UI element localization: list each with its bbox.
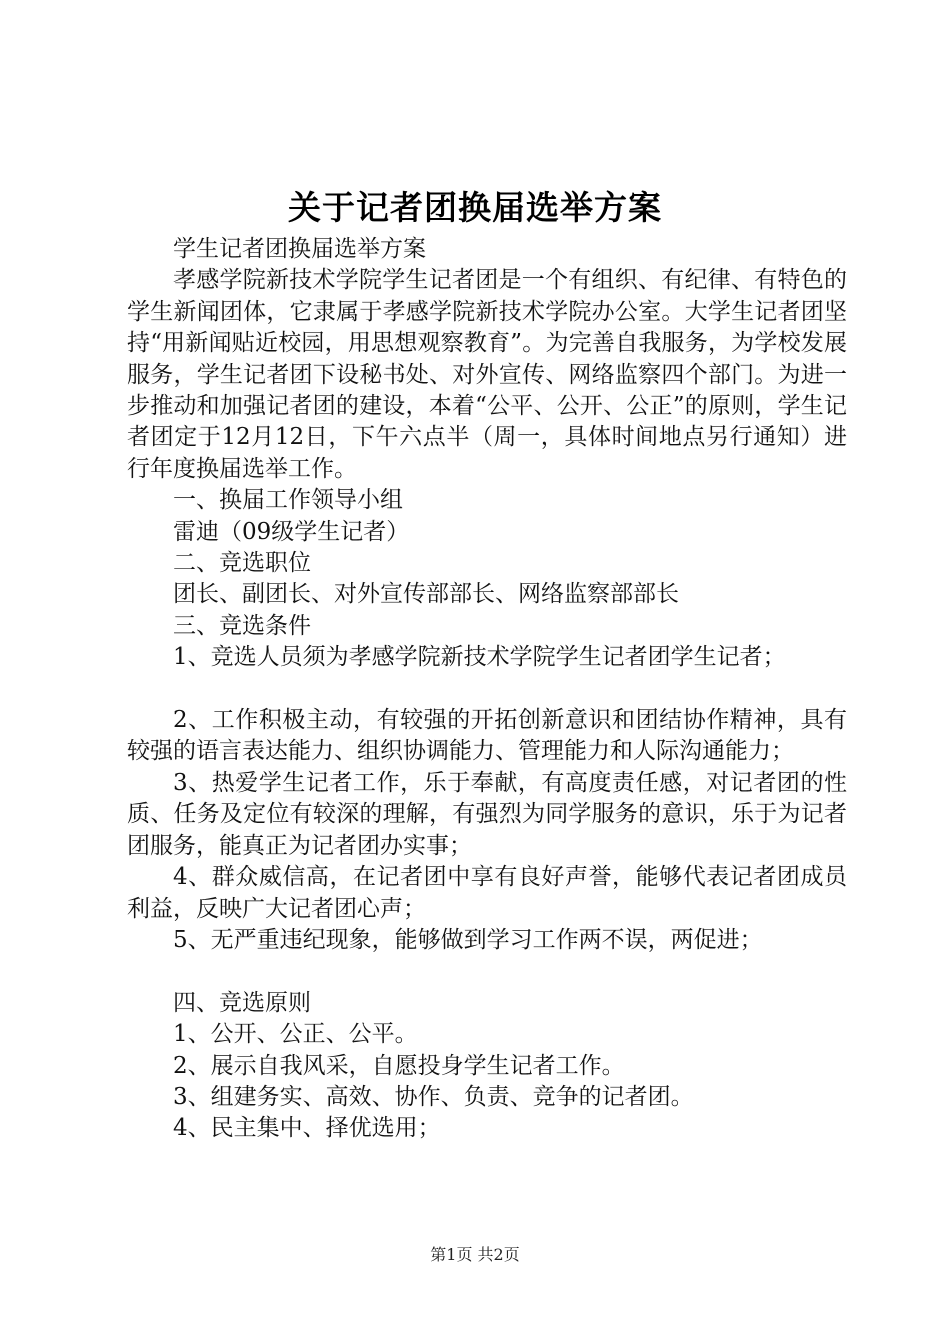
condition-item-4: 4、群众威信高，在记者团中享有良好声誉，能够代表记者团成员利益，反映广大记者团心声； <box>127 864 847 922</box>
section-heading-conditions: 三、竞选条件 <box>173 612 311 639</box>
principle-item-2: 2、展示自我风采，自愿投身学生记者工作。 <box>173 1052 625 1079</box>
condition-item-5: 5、无严重违纪现象，能够做到学习工作两不误，两促进； <box>173 926 763 953</box>
intro-paragraph: 孝感学院新技术学院学生记者团是一个有组织、有纪律、有特色的学生新闻团体，它隶属于孝感学院新技术学院办公室。大学生记者团坚持“用新闻贴近校园，用思想观察教育”。为完善自我服务，为学校发展服务，学生记者团下设秘书处、对外宣传、网络监察四个部门。为进一步推动和加强记者团的建设，本着“公平、公开、公正”的原则，学生记者团定于12月12日，下午六点半（周一，具体时间地点另行通知）进行年度换届选举工作。 <box>127 267 847 482</box>
page-footer: 第1页 共2页 <box>430 1245 520 1264</box>
paragraph-gap <box>127 674 847 705</box>
condition-item-3: 3、热爱学生记者工作，乐于奉献，有高度责任感，对记者团的性质、任务及定位有较深的理解，有强烈为同学服务的意识，乐于为记者团服务，能真正为记者团办实事； <box>127 769 847 859</box>
section-heading-leadership: 一、换届工作领导小组 <box>173 487 403 514</box>
leadership-member: 雷迪（09级学生记者） <box>173 518 410 545</box>
document-title: 关于记者团换届选举方案 <box>288 188 662 227</box>
condition-item-1: 1、竞选人员须为孝感学院新技术学院学生记者团学生记者； <box>173 644 786 671</box>
document-body <box>127 234 847 1145</box>
paragraph-gap <box>127 956 847 987</box>
principle-item-3: 3、组建务实、高效、协作、负责、竞争的记者团。 <box>173 1083 694 1110</box>
principle-item-1: 1、公开、公正、公平。 <box>173 1021 418 1048</box>
section-heading-principles: 四、竞选原则 <box>173 989 311 1016</box>
positions-list: 团长、副团长、对外宣传部部长、网络监察部部长 <box>173 581 679 608</box>
section-heading-positions: 二、竞选职位 <box>173 550 311 577</box>
condition-item-2: 2、工作积极主动，有较强的开拓创新意识和团结协作精神，具有较强的语言表达能力、组织协调能力、管理能力和人际沟通能力； <box>127 707 847 765</box>
subtitle-paragraph: 学生记者团换届选举方案 <box>173 236 426 262</box>
principle-item-4: 4、民主集中、择优选用； <box>173 1115 441 1142</box>
